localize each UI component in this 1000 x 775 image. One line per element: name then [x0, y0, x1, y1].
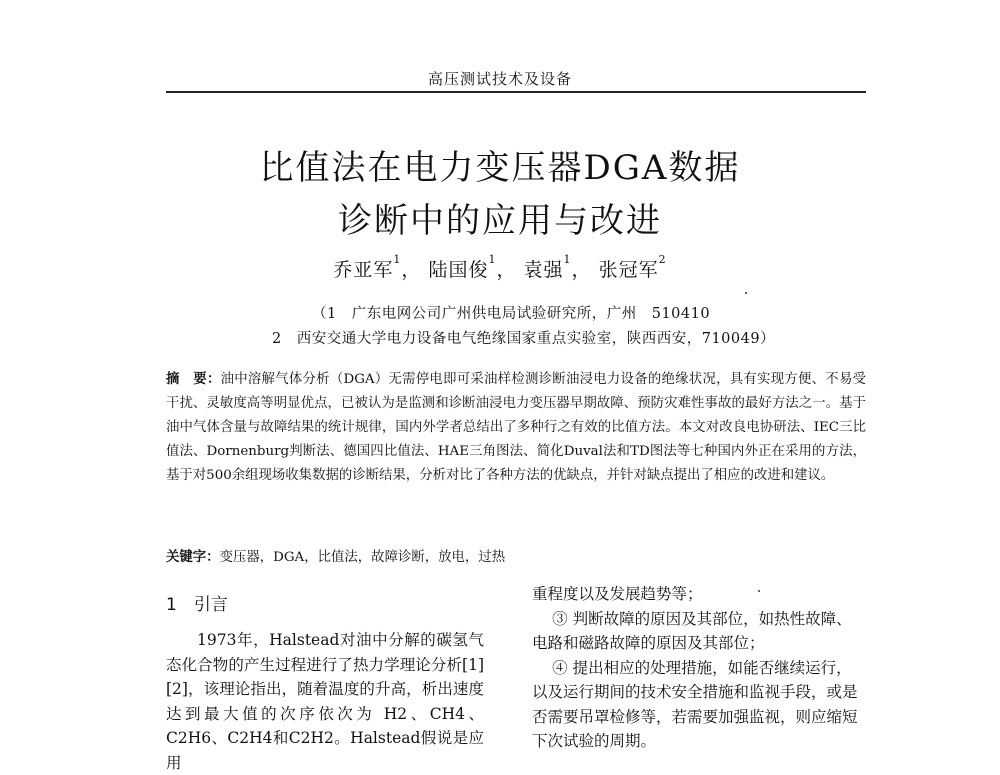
- abstract: [166, 368, 866, 488]
- scan-speck: [758, 590, 760, 592]
- author-affiliation-mark: 1: [393, 253, 402, 266]
- keywords-label: 关键字：: [166, 550, 220, 565]
- author-name: 袁强: [523, 259, 564, 281]
- author-list: [0, 255, 1000, 282]
- header-rule: [166, 91, 866, 93]
- body-paragraph-continued: 重程度以及发展趋势等；: [532, 585, 703, 603]
- author-separator: ，: [571, 259, 592, 281]
- paper-title-line-2: 诊断中的应用与改进: [338, 201, 662, 241]
- list-item-4: ④ 提出相应的处理措施，如能否继续运行，以及运行期间的技术安全措施和监视手段，或是否需要吊罩检修等，若需要加强监视，则应缩短下次试验的周期。: [532, 658, 858, 750]
- author-separator: ，: [496, 259, 517, 281]
- scan-speck: [745, 292, 747, 294]
- body-column-left: [166, 628, 484, 775]
- running-head: 高压测试技术及设备: [427, 70, 572, 88]
- abstract-text: 油中溶解气体分析（DGA）无需停电即可采油样检测诊断油浸电力设备的绝缘状况，具有实现方便、不易受干扰、灵敏度高等明显优点，已被认为是监测和诊断油浸电力变压器早期故障、预防灾难性事故的最好方法之一。基于油中气体含量与故障结果的统计规律，国内外学者总结出了多种行之有效的比值方法。本文对改良电协研法、IEC三比值法、Dornenburg判断法、德国四比值法、HAE三角图法、简化Duval法和TD图法等七种国内外正在采用的方法，基于对500余组现场收集数据的诊断结果，分析对比了各种方法的优缺点，并针对缺点提出了相应的改进和建议。: [166, 372, 866, 483]
- author-affiliation-mark: 1: [563, 253, 572, 266]
- body-paragraph: 1973年，Halstead对油中分解的碳氢气态化合物的产生过程进行了热力学理论分析[1][2]，该理论指出，随着温度的升高，析出速度达到最大值的次序依次为 H2、CH4、C2H6、C2H4和C2H2。Halstead假说是应用: [166, 631, 484, 772]
- list-item-3: ③ 判断故障的原因及其部位，如热性故障、电路和磁路故障的原因及其部位；: [532, 609, 852, 652]
- keywords-text: 变压器，DGA，比值法，故障诊断，放电，过热: [219, 550, 506, 565]
- affiliation-line-1: （1 广东电网公司广州供电局试验研究所，广州 510410: [312, 306, 711, 322]
- author-name: 陆国俊: [428, 259, 489, 281]
- affiliation-line-2: 2 西安交通大学电力设备电气绝缘国家重点实验室，陕西西安，710049）: [272, 331, 776, 347]
- paper-title-line-1: 比值法在电力变压器DGA数据: [259, 148, 741, 188]
- author-name: 张冠军: [598, 259, 659, 281]
- keywords: [166, 546, 505, 565]
- author-affiliation-mark: 2: [658, 253, 667, 266]
- abstract-label: 摘 要：: [166, 372, 221, 387]
- author-separator: ，: [401, 259, 422, 281]
- author-affiliation-mark: 1: [488, 253, 497, 266]
- author-name: 乔亚军: [333, 259, 394, 281]
- section-heading: 1 引言: [166, 595, 228, 615]
- body-column-right: [532, 582, 866, 754]
